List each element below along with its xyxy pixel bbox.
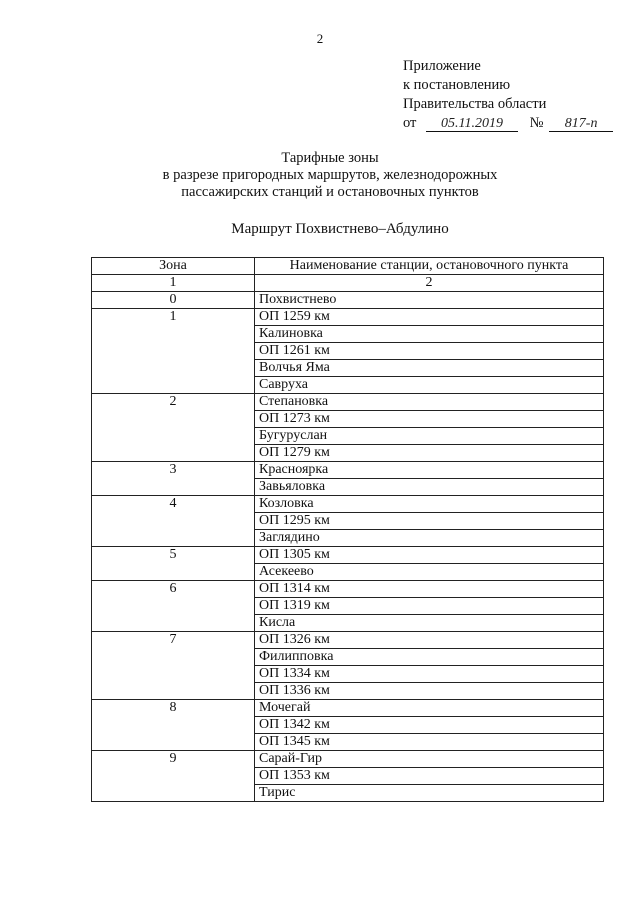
date-prefix: от (403, 115, 417, 131)
station-name-cell: ОП 1334 км (255, 666, 604, 683)
station-name-cell: ОП 1345 км (255, 734, 604, 751)
station-name-cell: Заглядино (255, 530, 604, 547)
index-col-1: 1 (92, 275, 255, 292)
document-heading (0, 150, 640, 201)
appendix-resolution: к постановлению (403, 77, 511, 93)
table-row (92, 394, 604, 411)
zone-cell: 4 (92, 496, 255, 547)
station-name-cell: Волчья Яма (255, 360, 604, 377)
station-name-cell: ОП 1279 км (255, 445, 604, 462)
zone-cell: 1 (92, 309, 255, 394)
station-name-cell: Красноярка (255, 462, 604, 479)
appendix-government: Правительства области (403, 96, 547, 112)
zone-cell: 8 (92, 700, 255, 751)
table-index-row (92, 275, 604, 292)
heading-subtitle-2: пассажирских станций и остановочных пунктов (181, 184, 479, 200)
table-row (92, 581, 604, 598)
table-row (92, 547, 604, 564)
station-name-cell: ОП 1336 км (255, 683, 604, 700)
zone-cell: 2 (92, 394, 255, 462)
station-name-cell: Мочегай (255, 700, 604, 717)
table-row (92, 292, 604, 309)
station-name-cell: Тирис (255, 785, 604, 802)
station-name-cell: ОП 1295 км (255, 513, 604, 530)
appendix-block (403, 57, 613, 133)
station-name-cell: ОП 1314 км (255, 581, 604, 598)
appendix-date-line (403, 114, 613, 133)
heading-title: Тарифные зоны (281, 150, 379, 166)
station-name-cell: Степановка (255, 394, 604, 411)
header-zone: Зона (92, 258, 255, 275)
tariff-zones-table (91, 257, 604, 802)
station-name-cell: ОП 1353 км (255, 768, 604, 785)
station-name-cell: Савруха (255, 377, 604, 394)
heading-subtitle-1: в разрезе пригородных маршрутов, железнодорожных (162, 167, 498, 183)
station-name-cell: Калиновка (255, 326, 604, 343)
zone-cell: 5 (92, 547, 255, 581)
station-name-cell: ОП 1259 км (255, 309, 604, 326)
station-name-cell: ОП 1305 км (255, 547, 604, 564)
station-name-cell: ОП 1319 км (255, 598, 604, 615)
index-col-2: 2 (255, 275, 604, 292)
station-name-cell: Завьяловка (255, 479, 604, 496)
table-header-row (92, 258, 604, 275)
station-name-cell: Похвистнево (255, 292, 604, 309)
table-row (92, 496, 604, 513)
page-number: 2 (316, 31, 324, 46)
zone-cell: 9 (92, 751, 255, 802)
station-name-cell: ОП 1273 км (255, 411, 604, 428)
table-row (92, 700, 604, 717)
appendix-title: Приложение (403, 58, 481, 74)
station-name-cell: Бугуруслан (255, 428, 604, 445)
zone-cell: 6 (92, 581, 255, 632)
number-prefix: № (529, 115, 544, 131)
table-row (92, 632, 604, 649)
station-name-cell: ОП 1261 км (255, 343, 604, 360)
zone-cell: 3 (92, 462, 255, 496)
station-name-cell: Сарай-Гир (255, 751, 604, 768)
station-name-cell: ОП 1326 км (255, 632, 604, 649)
station-name-cell: ОП 1342 км (255, 717, 604, 734)
station-name-cell: Филипповка (255, 649, 604, 666)
handwritten-date: 05.11.2019 (426, 116, 518, 132)
table-row (92, 462, 604, 479)
table-row (92, 309, 604, 326)
handwritten-number: 817-п (549, 116, 613, 132)
table-row (92, 751, 604, 768)
zone-cell: 0 (92, 292, 255, 309)
zone-cell: 7 (92, 632, 255, 700)
header-station-name: Наименование станции, остановочного пункта (255, 258, 604, 275)
station-name-cell: Козловка (255, 496, 604, 513)
station-name-cell: Асекеево (255, 564, 604, 581)
station-name-cell: Кисла (255, 615, 604, 632)
route-title: Маршрут Похвистнево–Абдулино (231, 221, 449, 237)
